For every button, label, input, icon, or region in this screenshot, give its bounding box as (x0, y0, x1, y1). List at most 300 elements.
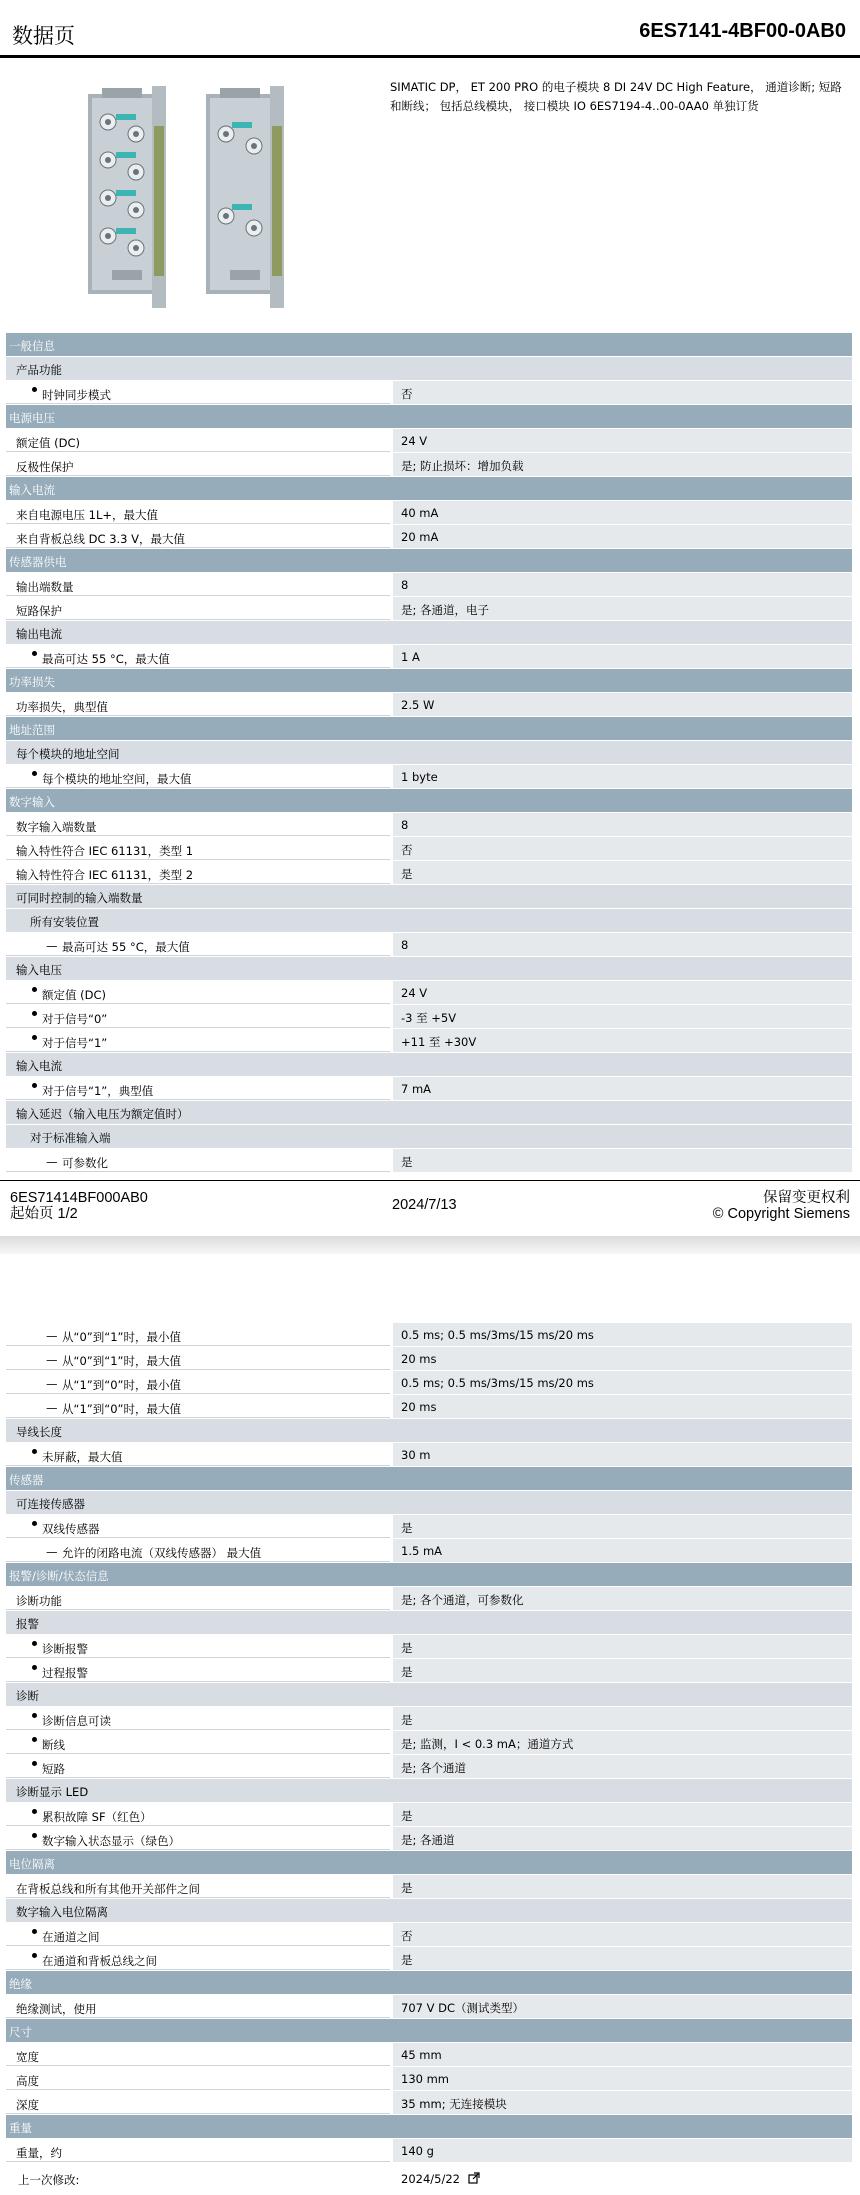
spec-value: 707 V DC（测试类型） (401, 2001, 525, 2015)
spec-label: 在背板总线和所有其他开关部件之间 (16, 1882, 200, 1896)
spec-label-cell (6, 1005, 390, 1028)
spec-row (6, 1635, 852, 1659)
spec-value-cell (393, 861, 852, 884)
section-header (6, 405, 852, 429)
spec-value: 否 (401, 1929, 413, 1943)
spec-row (6, 861, 852, 885)
last-modified-date: 2024/5/22 (401, 2172, 460, 2186)
spec-label: 来自电源电压 1L+，最大值 (16, 508, 159, 522)
spec-label-cell (6, 573, 390, 596)
spec-row (6, 1515, 852, 1539)
spec-row (6, 501, 852, 525)
spec-value-cell (393, 837, 852, 860)
spec-label-cell (6, 933, 390, 956)
spec-label: 输出端数量 (16, 580, 74, 594)
spec-value: +11 至 +30V (401, 1035, 477, 1049)
section-title: 绝缘 (9, 1977, 32, 1991)
spec-label-cell (6, 1371, 390, 1394)
footer-rights: 保留变更权利 (763, 1190, 850, 1206)
spec-row (6, 2091, 852, 2115)
footer-date: 2024/7/13 (392, 1197, 457, 1213)
spec-row (6, 381, 852, 405)
spec-row (6, 573, 852, 597)
subsection-title: 对于标准输入端 (30, 1131, 111, 1145)
spec-label-cell (6, 1539, 390, 1562)
subsection-title: 输入延迟（输入电压为额定值时） (16, 1107, 189, 1121)
spec-value-cell (393, 1515, 852, 1538)
spec-row (6, 525, 852, 549)
bullet-icon (32, 1083, 37, 1088)
spec-label-cell (6, 453, 390, 476)
section-header (6, 2019, 852, 2043)
spec-label: 短路保护 (16, 604, 62, 618)
subsection-header (6, 1779, 852, 1803)
spec-row (6, 1995, 852, 2019)
spec-value: 1.5 mA (401, 1544, 443, 1558)
spec-value: 是; 监测，I < 0.3 mA；通道方式 (401, 1737, 574, 1751)
bullet-icon (32, 1953, 37, 1958)
spec-label-cell (6, 429, 390, 452)
spec-value: 130 mm (401, 2072, 450, 2086)
spec-row (6, 1827, 852, 1851)
spec-row (6, 813, 852, 837)
spec-row (6, 1923, 852, 1947)
spec-value-cell (393, 573, 852, 596)
spec-value: 是; 各个通道 (401, 1761, 467, 1775)
product-code: 6ES7141-4BF00-0AB0 (639, 20, 846, 42)
spec-label-cell (6, 2139, 390, 2162)
last-modified-label: 上一次修改: (18, 2173, 80, 2187)
spec-label: 时钟同步模式 (42, 388, 111, 402)
subsection-title: 数字输入电位隔离 (16, 1905, 108, 1919)
spec-row (6, 1875, 852, 1899)
spec-label: 反极性保护 (16, 460, 74, 474)
spec-label-cell (6, 2067, 390, 2090)
bullet-icon (32, 651, 37, 656)
subsection-title: 可同时控制的输入端数量 (16, 891, 143, 905)
subsection-title: 产品功能 (16, 363, 62, 377)
dash-icon: — (46, 1545, 58, 1559)
spec-label-cell (6, 1635, 390, 1658)
spec-value-cell (393, 2139, 852, 2162)
spec-label: 短路 (42, 1762, 65, 1776)
datasheet-page-2 (0, 1254, 860, 2195)
doc-type-title: 数据页 (12, 24, 75, 48)
spec-value-cell (393, 1875, 852, 1898)
spec-value-cell (393, 813, 852, 836)
bullet-icon (32, 1737, 37, 1742)
section-header (6, 669, 852, 693)
section-header (6, 333, 852, 357)
spec-label: 诊断功能 (16, 1594, 62, 1608)
spec-value-cell (393, 1659, 852, 1682)
footer-page: 起始页 1/2 (10, 1206, 78, 1222)
spec-row (6, 1539, 852, 1563)
spec-value: 20 mA (401, 530, 439, 544)
subsection-header (6, 1101, 852, 1125)
spec-label: 断线 (42, 1738, 65, 1752)
spec-value-cell (393, 525, 852, 548)
subsection-header (6, 741, 852, 765)
bullet-icon (32, 1641, 37, 1646)
spec-label-cell (6, 1707, 390, 1730)
spec-row (6, 1755, 852, 1779)
spec-label-cell (6, 2043, 390, 2066)
spec-value-cell (393, 1803, 852, 1826)
spec-label-cell (6, 1029, 390, 1052)
spec-value-cell (393, 453, 852, 476)
spec-label: 数字输入端数量 (16, 820, 97, 834)
dash-icon: — (46, 1329, 58, 1343)
spec-label-cell (6, 837, 390, 860)
spec-label-cell (6, 381, 390, 404)
section-header (6, 1467, 852, 1491)
spec-label-cell (6, 1149, 390, 1172)
spec-label: 绝缘测试，使用 (16, 2002, 97, 2016)
spec-value: 7 mA (401, 1082, 432, 1096)
spec-table-page-2 (6, 1323, 852, 2163)
spec-row (6, 981, 852, 1005)
section-header (6, 1563, 852, 1587)
spec-row (6, 2043, 852, 2067)
spec-label-cell (6, 1923, 390, 1946)
section-header (6, 477, 852, 501)
subsection-title: 输入电流 (16, 1059, 62, 1073)
spec-label-cell (6, 981, 390, 1004)
bullet-icon (32, 771, 37, 776)
spec-value-cell (393, 429, 852, 452)
bullet-icon (32, 1809, 37, 1814)
spec-value-cell (393, 981, 852, 1004)
spec-label: 宽度 (16, 2050, 39, 2064)
spec-value: 否 (401, 843, 413, 857)
spec-row (6, 1323, 852, 1347)
spec-value-cell (393, 1395, 852, 1418)
bullet-icon (32, 1449, 37, 1454)
dash-icon: — (46, 1401, 58, 1415)
spec-value-cell (393, 1347, 852, 1370)
footer-copyright: © Copyright Siemens (712, 1206, 850, 1222)
spec-label: 从“1”到“0”时，最小值 (62, 1378, 181, 1392)
spec-row (6, 1149, 852, 1173)
section-title: 一般信息 (9, 339, 55, 353)
subsection-title: 每个模块的地址空间 (16, 747, 120, 761)
spec-row (6, 1659, 852, 1683)
spec-value: 是 (401, 1713, 413, 1727)
spec-value-cell (393, 1635, 852, 1658)
spec-label: 来自背板总线 DC 3.3 V，最大值 (16, 532, 186, 546)
section-title: 尺寸 (9, 2025, 32, 2039)
section-title: 报警/诊断/状态信息 (9, 1569, 109, 1583)
spec-row (6, 837, 852, 861)
spec-label: 从“0”到“1”时，最小值 (62, 1330, 181, 1344)
bullet-icon (32, 1011, 37, 1016)
spec-value-cell (393, 1323, 852, 1346)
module-right (206, 86, 284, 308)
subsection-title: 诊断 (16, 1689, 39, 1703)
section-header (6, 789, 852, 813)
spec-row (6, 645, 852, 669)
subsection-header (6, 1683, 852, 1707)
spec-label-cell (6, 525, 390, 548)
spec-value-cell (393, 1923, 852, 1946)
spec-label: 过程报警 (42, 1666, 88, 1680)
spec-value: 8 (401, 578, 409, 592)
section-header (6, 717, 852, 741)
spec-table-page-1 (6, 333, 852, 1173)
subsection-title: 可连接传感器 (16, 1497, 85, 1511)
spec-label: 深度 (16, 2098, 39, 2112)
spec-value-cell (393, 381, 852, 404)
spec-value-cell (393, 693, 852, 716)
subsection-title: 诊断显示 LED (16, 1785, 89, 1799)
spec-value: 24 V (401, 986, 428, 1000)
external-link-icon[interactable] (468, 2172, 480, 2184)
spec-value-cell (393, 1371, 852, 1394)
subsection-header (6, 357, 852, 381)
spec-label-cell (6, 1827, 390, 1850)
spec-row (6, 933, 852, 957)
spec-label: 从“1”到“0”时，最大值 (62, 1402, 181, 1416)
spec-value: 是; 各通道 (401, 1833, 455, 1847)
page-footer (0, 1180, 860, 1236)
spec-label: 每个模块的地址空间，最大值 (42, 772, 192, 786)
spec-value: 40 mA (401, 506, 439, 520)
spec-row (6, 1347, 852, 1371)
spec-value-cell (393, 501, 852, 524)
spec-row (6, 1029, 852, 1053)
spec-label: 对于信号“1” (42, 1036, 108, 1050)
spec-label: 在通道之间 (42, 1930, 100, 1944)
spec-label-cell (6, 645, 390, 668)
section-header (6, 549, 852, 573)
product-description: SIMATIC DP， ET 200 PRO 的电子模块 8 DI 24V DC High Feature， 通道诊断; 短路和断线； 包括总线模块， 接口模块 IO 6ES7194-4..00-0AA0 单独订货 (390, 80, 842, 113)
spec-value-cell (393, 933, 852, 956)
spec-value-cell (393, 1539, 852, 1562)
spec-value: 1 A (401, 650, 420, 664)
subsection-header (6, 1053, 852, 1077)
spec-row (6, 1371, 852, 1395)
subsection-title: 所有安装位置 (30, 915, 99, 929)
section-title: 重量 (9, 2121, 32, 2135)
spec-value: 0.5 ms; 0.5 ms/3ms/15 ms/20 ms (401, 1328, 594, 1342)
spec-label: 累积故障 SF（红色） (42, 1810, 152, 1824)
subsection-title: 输出电流 (16, 627, 62, 641)
spec-label: 在通道和背板总线之间 (42, 1954, 157, 1968)
spec-label-cell (6, 1875, 390, 1898)
spec-value-cell (393, 1149, 852, 1172)
subsection-header (6, 621, 852, 645)
spec-row (6, 1803, 852, 1827)
spec-row (6, 597, 852, 621)
spec-label-cell (6, 1443, 390, 1466)
dash-icon: — (46, 939, 58, 953)
bullet-icon (32, 1833, 37, 1838)
spec-value-cell (393, 1995, 852, 2018)
subsection-title: 输入电压 (16, 963, 62, 977)
spec-label: 最高可达 55 °C，最大值 (62, 940, 190, 954)
spec-label-cell (6, 1755, 390, 1778)
last-modified (6, 2166, 852, 2192)
spec-label: 输入特性符合 IEC 61131，类型 2 (16, 868, 194, 882)
spec-value: 是; 各通道，电子 (401, 603, 490, 617)
spec-value: 是 (401, 1641, 413, 1655)
spec-value: 是 (401, 1953, 413, 1967)
spec-value-cell (393, 1707, 852, 1730)
footer-product: 6ES71414BF000AB0 (10, 1190, 148, 1206)
spec-label-cell (6, 1587, 390, 1610)
spec-label: 额定值 (DC) (42, 988, 107, 1002)
spec-value: 20 ms (401, 1400, 437, 1414)
spec-label: 功率损失，典型值 (16, 700, 108, 714)
spec-label: 输入特性符合 IEC 61131，类型 1 (16, 844, 194, 858)
bullet-icon (32, 387, 37, 392)
subsection-title: 导线长度 (16, 1425, 62, 1439)
subsection-header (6, 1419, 852, 1443)
spec-label-cell (6, 813, 390, 836)
spec-value: 是 (401, 1521, 413, 1535)
spec-row (6, 1947, 852, 1971)
spec-value-cell (393, 1029, 852, 1052)
section-header (6, 1971, 852, 1995)
product-image (82, 86, 318, 314)
spec-value: 是 (401, 1155, 413, 1169)
spec-value: 24 V (401, 434, 428, 448)
spec-label-cell (6, 1077, 390, 1100)
subsection-header (6, 1125, 852, 1149)
spec-value-cell (393, 597, 852, 620)
spec-label: 额定值 (DC) (16, 436, 81, 450)
spec-value-cell (393, 1827, 852, 1850)
section-title: 电位隔离 (9, 1857, 55, 1871)
spec-value: -3 至 +5V (401, 1011, 457, 1025)
spec-label-cell (6, 1347, 390, 1370)
spec-row (6, 1731, 852, 1755)
spec-value-cell (393, 765, 852, 788)
subsection-header (6, 1491, 852, 1515)
spec-label: 双线传感器 (42, 1522, 100, 1536)
spec-value: 否 (401, 387, 413, 401)
subsection-header (6, 957, 852, 981)
bullet-icon (32, 1665, 37, 1670)
spec-value: 是; 防止损坏：增加负载 (401, 459, 524, 473)
spec-value-cell (393, 1731, 852, 1754)
spec-label-cell (6, 861, 390, 884)
spec-row (6, 1005, 852, 1029)
spec-label: 最高可达 55 °C，最大值 (42, 652, 170, 666)
spec-label-cell (6, 1659, 390, 1682)
bullet-icon (32, 987, 37, 992)
section-header (6, 1851, 852, 1875)
section-title: 电源电压 (9, 411, 55, 425)
module-left (88, 86, 166, 308)
bullet-icon (32, 1761, 37, 1766)
bullet-icon (32, 1713, 37, 1718)
spec-label: 诊断信息可读 (42, 1714, 111, 1728)
section-title: 地址范围 (9, 723, 55, 737)
spec-value-cell (393, 1755, 852, 1778)
spec-label: 重量，约 (16, 2146, 62, 2160)
spec-label: 对于信号“1”，典型值 (42, 1084, 154, 1098)
spec-label-cell (6, 597, 390, 620)
spec-value: 是; 各个通道，可参数化 (401, 1593, 524, 1607)
spec-value-cell (393, 1443, 852, 1466)
spec-row (6, 1395, 852, 1419)
spec-value-cell (393, 2043, 852, 2066)
spec-value: 45 mm (401, 2048, 442, 2062)
spec-value-cell (393, 1077, 852, 1100)
spec-label: 未屏蔽，最大值 (42, 1450, 123, 1464)
spec-row (6, 693, 852, 717)
spec-value-cell (393, 1005, 852, 1028)
spec-label: 高度 (16, 2074, 39, 2088)
spec-value: 0.5 ms; 0.5 ms/3ms/15 ms/20 ms (401, 1376, 594, 1390)
spec-row (6, 453, 852, 477)
spec-row (6, 765, 852, 789)
bullet-icon (32, 1035, 37, 1040)
spec-label-cell (6, 1995, 390, 2018)
spec-label: 诊断报警 (42, 1642, 88, 1656)
spec-value-cell (393, 1947, 852, 1970)
section-title: 功率损失 (9, 675, 55, 689)
spec-row (6, 1077, 852, 1101)
section-header (6, 2115, 852, 2139)
dash-icon: — (46, 1377, 58, 1391)
spec-label-cell (6, 693, 390, 716)
spec-value: 是 (401, 1881, 413, 1895)
spec-value: 1 byte (401, 770, 438, 784)
bullet-icon (32, 1929, 37, 1934)
subsection-header (6, 1611, 852, 1635)
spec-value-cell (393, 2091, 852, 2114)
dash-icon: — (46, 1353, 58, 1367)
spec-label-cell (6, 1803, 390, 1826)
spec-value-cell (393, 645, 852, 668)
spec-value: 是 (401, 1665, 413, 1679)
spec-value: 140 g (401, 2144, 434, 2158)
spec-value: 是 (401, 1809, 413, 1823)
bullet-icon (32, 1521, 37, 1526)
spec-label-cell (6, 1947, 390, 1970)
spec-row (6, 2067, 852, 2091)
spec-label: 对于信号“0” (42, 1012, 108, 1026)
spec-value-cell (393, 1587, 852, 1610)
spec-value: 8 (401, 818, 409, 832)
spec-row (6, 1587, 852, 1611)
spec-label: 允许的闭路电流（双线传感器） 最大值 (62, 1546, 262, 1560)
spec-value: 8 (401, 938, 409, 952)
spec-label: 可参数化 (62, 1156, 108, 1170)
spec-value: 是 (401, 867, 413, 881)
spec-value: 30 m (401, 1448, 431, 1462)
spec-label-cell (6, 2091, 390, 2114)
spec-label-cell (6, 765, 390, 788)
subsection-header (6, 1899, 852, 1923)
spec-label-cell (6, 1515, 390, 1538)
subsection-header (6, 909, 852, 933)
page-separator (0, 1236, 860, 1254)
spec-value: 2.5 W (401, 698, 435, 712)
section-title: 传感器供电 (9, 555, 67, 569)
spec-value: 35 mm; 无连接模块 (401, 2097, 507, 2111)
spec-label-cell (6, 501, 390, 524)
spec-value-cell (393, 2067, 852, 2090)
spec-label-cell (6, 1323, 390, 1346)
section-title: 数字输入 (9, 795, 55, 809)
spec-value: 20 ms (401, 1352, 437, 1366)
dash-icon: — (46, 1155, 58, 1169)
spec-label-cell (6, 1395, 390, 1418)
